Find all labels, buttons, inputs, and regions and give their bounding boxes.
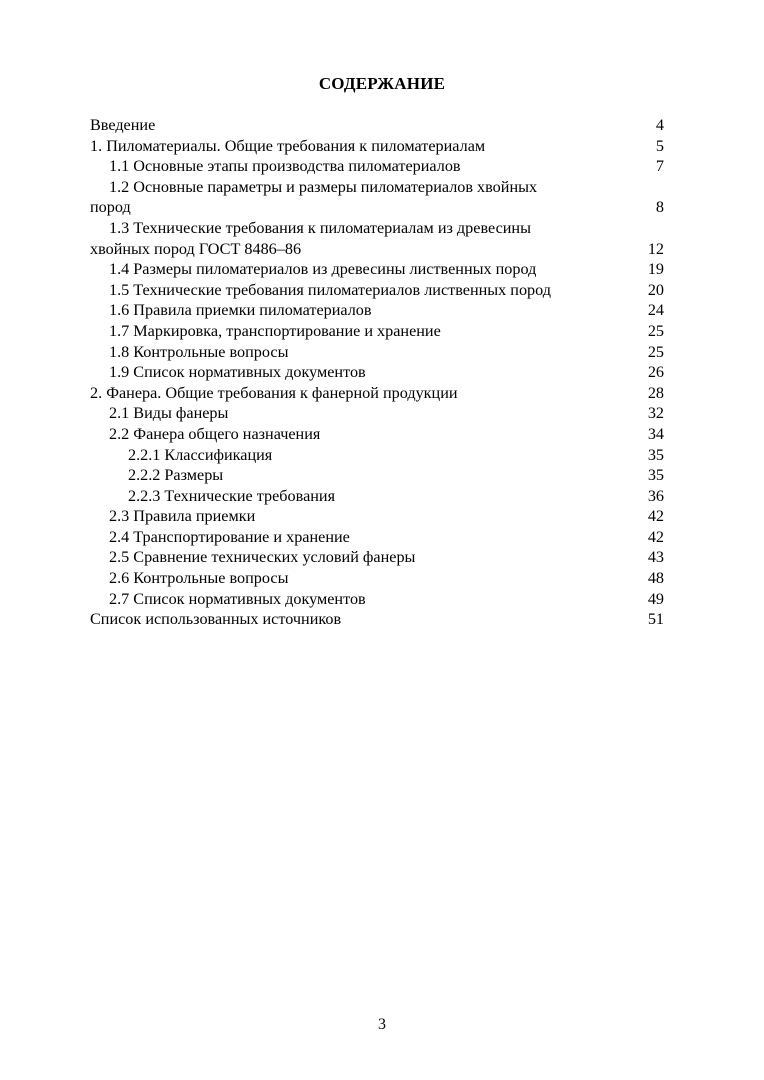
- toc-entry: [90, 547, 664, 568]
- toc-entry-page: 19: [647, 260, 664, 279]
- toc-entry-page: 36: [647, 486, 664, 505]
- toc-entry-page: 32: [647, 404, 664, 423]
- toc-entry: [90, 362, 664, 383]
- toc-entry-page: 49: [647, 589, 664, 608]
- toc-entry-title: 2.2 Фанера общего назначения: [109, 424, 321, 443]
- toc-entry-title: 2.3 Правила приемки: [109, 507, 256, 526]
- toc-entry: [90, 259, 664, 280]
- toc-entry: [90, 218, 664, 259]
- page-number: 3: [378, 1016, 386, 1033]
- toc-entry-page: 34: [647, 424, 664, 443]
- toc-entry-page: 26: [647, 363, 664, 382]
- toc-entry: [90, 527, 664, 548]
- toc-entry-title: 2.2.1 Классификация: [128, 445, 273, 464]
- toc-entry-page: 25: [647, 342, 664, 361]
- toc-entry: [90, 136, 664, 157]
- toc-entry-title: 1.6 Правила приемки пиломатериалов: [109, 301, 372, 320]
- toc-entry: [90, 383, 664, 404]
- toc-entry: [90, 280, 664, 301]
- toc-entry-page: 51: [647, 610, 664, 629]
- toc-entry-page: 7: [655, 157, 664, 176]
- toc-entry-title: 1.8 Контрольные вопросы: [109, 342, 289, 361]
- toc-entry-title: 1.9 Список нормативных документов: [109, 363, 366, 382]
- table-of-contents: [90, 115, 664, 630]
- toc-entry-page: 25: [647, 321, 664, 340]
- toc-entry-page: 28: [647, 383, 664, 402]
- toc-entry-page: 42: [647, 507, 664, 526]
- toc-entry: [90, 465, 664, 486]
- toc-entry-title: 1. Пиломатериалы. Общие требования к пиломатериалам: [90, 136, 486, 155]
- toc-entry-title: 2. Фанера. Общие требования к фанерной продукции: [90, 383, 458, 402]
- toc-entry-title: 2.1 Виды фанеры: [109, 404, 229, 423]
- toc-entry: [90, 445, 664, 466]
- toc-entry-title: Введение: [90, 116, 156, 134]
- toc-entry: [90, 568, 664, 589]
- toc-entry-title: 2.2.2 Размеры: [128, 466, 224, 485]
- toc-entry: [90, 589, 664, 610]
- toc-entry-title: 1.4 Размеры пиломатериалов из древесины лиственных пород: [109, 260, 537, 279]
- toc-entry-page: 4: [655, 116, 664, 134]
- toc-entry-title: 2.5 Сравнение технических условий фанеры: [109, 548, 416, 567]
- toc-entry: [90, 300, 664, 321]
- page-title: СОДЕРЖАНИЕ: [318, 74, 446, 93]
- toc-entry-title: Список использованных источников: [90, 610, 342, 629]
- toc-entry: [90, 486, 664, 507]
- toc-entry-title: 1.1 Основные этапы производства пиломатериалов: [109, 157, 461, 176]
- toc-entry: [90, 177, 664, 218]
- toc-entry: [90, 115, 664, 136]
- toc-entry-page: 12: [647, 239, 664, 258]
- toc-entry: [90, 321, 664, 342]
- toc-entry-title: 1.5 Технические требования пиломатериалов лиственных пород: [109, 280, 552, 299]
- toc-entry-title: 2.2.3 Технические требования: [128, 486, 336, 505]
- toc-entry: [90, 342, 664, 363]
- toc-entry: [90, 506, 664, 527]
- toc-entry-page: 35: [647, 466, 664, 485]
- toc-entry-page: 48: [647, 569, 664, 588]
- toc-entry-title: 2.7 Список нормативных документов: [109, 589, 366, 608]
- toc-entry-title: 1.7 Маркировка, транспортирование и хранение: [109, 321, 441, 340]
- toc-entry-page: 43: [647, 548, 664, 567]
- toc-entry-page: 42: [647, 527, 664, 546]
- toc-entry-title: 2.4 Транспортирование и хранение: [109, 527, 350, 546]
- toc-entry: [90, 424, 664, 445]
- toc-entry-title: 2.6 Контрольные вопросы: [109, 569, 289, 588]
- toc-entry: [90, 156, 664, 177]
- toc-entry-title: 1.3 Технические требования к пиломатериалам из древесины хвойных пород ГОСТ 8486–86: [90, 218, 531, 258]
- toc-entry-page: 20: [647, 280, 664, 299]
- toc-entry: [90, 403, 664, 424]
- toc-entry-page: 24: [647, 301, 664, 320]
- toc-entry-page: 35: [647, 445, 664, 464]
- toc-entry-page: 5: [655, 136, 664, 155]
- toc-entry-title: 1.2 Основные параметры и размеры пиломатериалов хвойных пород: [90, 177, 538, 217]
- toc-entry: [90, 609, 664, 630]
- toc-entry-page: 8: [655, 198, 664, 217]
